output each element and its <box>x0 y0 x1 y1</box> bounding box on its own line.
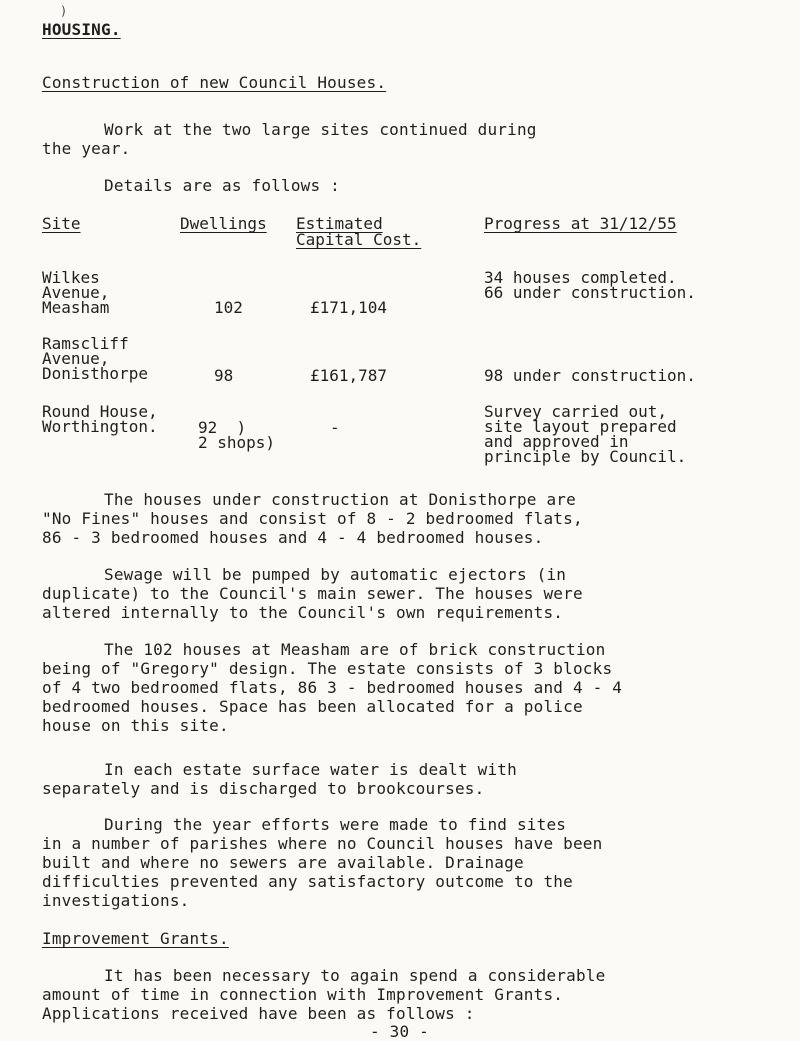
paragraph-line: The houses under construction at Donisthorpe are <box>104 490 576 509</box>
details-line: Details are as follows : <box>104 176 340 195</box>
row-1-cost: £171,104 <box>310 298 388 317</box>
row-3-dwellings: 92 ) 2 shops) <box>198 418 276 452</box>
paragraph-line: amount of time in connection with Improvement Grants. <box>42 985 564 1004</box>
paragraph-line: being of "Gregory" design. The estate consists of 3 blocks <box>42 659 613 678</box>
row-1-site: Wilkes Avenue, Measham <box>42 268 110 317</box>
row-1-dwellings: 102 <box>214 298 243 317</box>
subsection-heading: Construction of new Council Houses. <box>42 73 387 92</box>
row-3-progress: Survey carried out, site layout prepared and approved in principle by Council. <box>484 402 687 466</box>
page-number: - 30 - <box>370 1022 429 1041</box>
section-heading: HOUSING. <box>42 20 121 39</box>
paragraph-line: "No Fines" houses and consist of 8 - 2 bedroomed flats, <box>42 509 583 528</box>
paragraph-line: investigations. <box>42 891 190 910</box>
paragraph-line: It has been necessary to again spend a considerable <box>104 966 606 985</box>
paragraph-line: In each estate surface water is dealt with <box>104 760 517 779</box>
page-mark: ) <box>60 4 68 18</box>
header-cost-line2: Capital Cost. <box>296 230 422 249</box>
row-2-progress: 98 under construction. <box>484 366 696 385</box>
paragraph-line: separately and is discharged to brookcourses. <box>42 779 485 798</box>
row-2-dwellings: 98 <box>214 366 234 385</box>
header-dwellings: Dwellings <box>180 214 267 233</box>
header-progress: Progress at 31/12/55 <box>484 214 677 233</box>
paragraph-line: of 4 two bedroomed flats, 86 3 - bedroomed houses and 4 - 4 <box>42 678 623 697</box>
paragraph-line: The 102 houses at Measham are of brick construction <box>104 640 606 659</box>
intro-line-1: Work at the two large sites continued during <box>104 120 537 139</box>
paragraph-line: 86 - 3 bedroomed houses and 4 - 4 bedroomed houses. <box>42 528 544 547</box>
paragraph-line: difficulties prevented any satisfactory outcome to the <box>42 872 573 891</box>
paragraph-line: Applications received have been as follows : <box>42 1004 475 1023</box>
paragraph-line: duplicate) to the Council's main sewer. The houses were <box>42 584 583 603</box>
paragraph-line: altered internally to the Council's own requirements. <box>42 603 564 622</box>
paragraph-line: house on this site. <box>42 716 229 735</box>
paragraph-line: bedroomed houses. Space has been allocated for a police <box>42 697 583 716</box>
row-1-progress: 34 houses completed. 66 under construction. <box>484 268 696 302</box>
intro-line-2: the year. <box>42 139 131 158</box>
paragraph-line: During the year efforts were made to find sites <box>104 815 567 834</box>
improvement-heading: Improvement Grants. <box>42 929 229 948</box>
header-site: Site <box>42 214 81 233</box>
paragraph-line: in a number of parishes where no Council houses have been <box>42 834 603 853</box>
row-2-cost: £161,787 <box>310 366 388 385</box>
header-cost-line1: Estimated <box>296 214 383 233</box>
paragraph-line: built and where no sewers are available. Drainage <box>42 853 524 872</box>
row-3-cost: - <box>330 418 340 437</box>
paragraph-line: Sewage will be pumped by automatic ejectors (in <box>104 565 567 584</box>
row-2-site: Ramscliff Avenue, Donisthorpe <box>42 334 148 383</box>
row-3-site: Round House, Worthington. <box>42 402 158 436</box>
